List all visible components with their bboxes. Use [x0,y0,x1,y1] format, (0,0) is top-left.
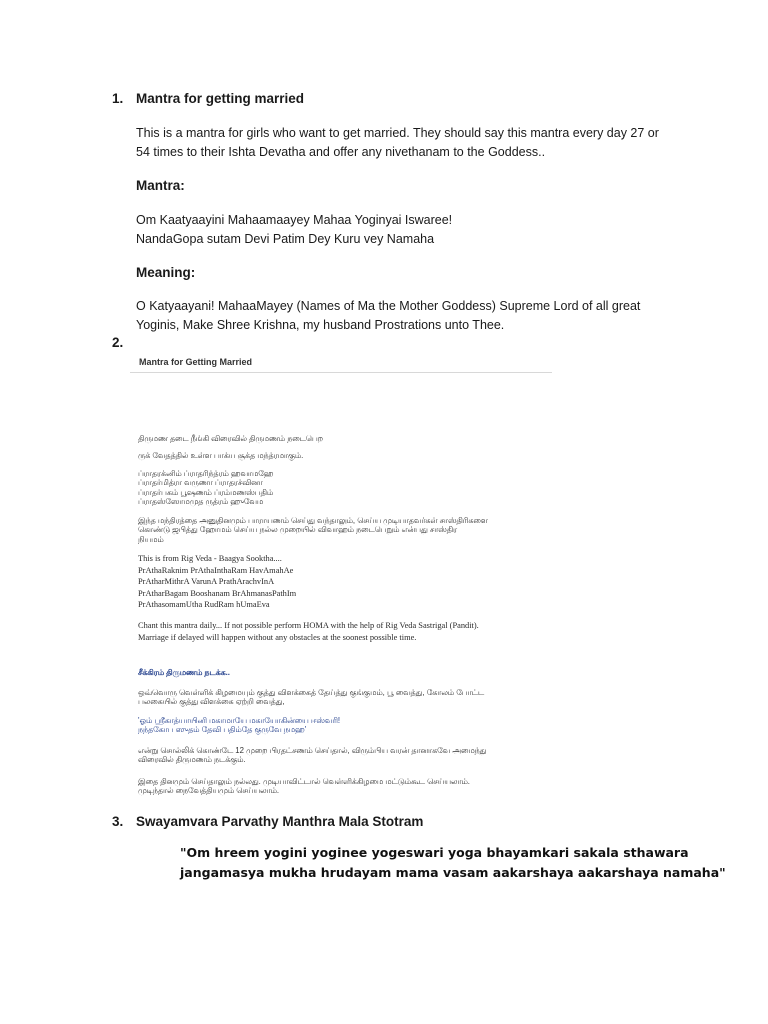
english-line: PrAthasomamUtha RudRam hUmaEva [138,600,270,609]
english-line: PrAthaRaknim PrAthaInthaRam HavAmahAe [138,565,294,575]
tamil-line: ருக் வேதத்தில் உள்ள பாக்ய சூக்த மந்த்ரமாகும். [138,451,304,461]
tamil-line: 'ஓம் ஸ்ரீகாத்யாயினி மகாமாயே மகாயோகின்யை ஈஸ்வரி! [138,716,340,725]
tamil-line: விரைவில் திருமணம் நடக்கும். [138,755,246,765]
tamil-quote [138,716,340,735]
tamil-line: பலகையில் குத்து விளக்கை ஏற்றி வைத்து, [138,697,285,707]
section-3-title: Swayamvara Parvathy Manthra Mala Stotram [136,814,424,829]
tamil-intro [138,434,323,461]
section-2-number: 2. [112,335,124,350]
tamil-line: ப்ராதரக்னிம் ப்ராதரிந்த்ரம் ஹவாமஹே [138,469,274,478]
section-1-intro [136,124,659,162]
scan-title: Mantra for Getting Married [139,357,253,367]
meaning-line: O Katyaayani! MahaaMayey (Names of Ma the Mother Goddess) Supreme Lord of all great [136,299,641,313]
tamil-line: நியமம் [138,534,164,544]
tamil-heading: சீக்கிரம் திருமணம் நடக்க.. [138,668,230,677]
tamil-line: ப்ராதர்மித்ரா வருணா ப்ராதரச்வினா [138,478,263,488]
stotram-text [180,843,726,883]
tamil-note [138,777,470,796]
tamil-line: ப்ராதர்பகம் பூஷணம் ப்ரம்மணஸ்பதிம் [138,487,274,497]
meaning-text [136,297,640,335]
english-line: This is from Rig Veda - Baagya Sooktha.... [138,554,282,563]
mantra-line: Om Kaatyaayini Mahaamaayey Mahaa Yoginyai Iswaree! [136,213,453,227]
meaning-heading: Meaning: [136,265,196,280]
tamil-line: நந்தகோப ஸுதம் தேவி பதிம்தே குருவே நமஹ' [138,725,307,735]
meaning-line: Yoginis, Make Shree Krishna, my husband Prostrations unto Thee. [136,318,505,332]
tamil-procedure [138,688,484,707]
tamil-line: ப்ராதஸ்ஸோமமுத ருத்ரம் ஹுவேம [138,497,264,507]
tamil-line: இந்த மந்திரத்தை அனுதினமும் பாராயணம் செய்து வந்தாலும், செய்ய முடியாதவர்கள் சாஸ்திரிகளை [138,516,488,525]
english-line: PrAtharMithrA VarunA PrathArachvInA [138,577,275,586]
tamil-line: என்று சொல்லிக் கொண்டே 12 முறை பிரதட்சணம் செய்தால், விரும்பிய வரன் தானாகவே அமைந்து [138,746,487,755]
stotram-line: "Om hreem yogini yoginee yogeswari yoga bhayamkari sakala sthawara [180,845,689,860]
english-line: Marriage if delayed will happen without any obstacles at the soonest possible time. [138,632,417,642]
intro-line: This is a mantra for girls who want to get married. They should say this mantra every day 27 or [136,126,659,140]
mantra-line: NandaGopa sutam Devi Patim Dey Kuru vey Namaha [136,232,435,246]
tamil-result [138,746,486,765]
section-3-number: 3. [112,814,124,829]
embedded-scan-image [130,350,555,800]
mantra-text [136,211,452,249]
tamil-instruction [138,516,488,544]
scan-divider [130,372,552,373]
stotram-line: jangamasya mukha hrudayam mama vasam aakarshaya aakarshaya namaha" [180,865,726,880]
english-mantra [138,553,296,611]
tamil-line: ஒவ்வொரு வெள்ளிக் கிழமையும் குத்து விளக்கைத் தேய்த்து குங்குமம், பூ வைத்து, கோலம் போட்ட [138,688,485,697]
intro-line: 54 times to their Ishta Devatha and offer any nivethanam to the Goddess.. [136,145,546,159]
section-1-title: Mantra for getting married [136,91,305,106]
tamil-line: இதை தினமும் செய்தாலும் நல்லது. முடியாவிட்டால் வெள்ளிக்கிழமை மட்டும்கூட செய்யலாம். [138,777,470,786]
tamil-line: முடிந்தால் நைவேத்தியமும் செய்யலாம். [138,786,280,796]
tamil-line: கொண்டு ஜபித்து ஹோமம் செய்ய நல்ல முறையில் விவாஹம் நடைபெறும் என்பது சாஸ்திர [138,525,458,535]
tamil-mantra [138,469,273,507]
mantra-heading: Mantra: [136,178,185,193]
english-line: Chant this mantra daily... If not possible perform HOMA with the help of Rig Veda Sastrigal (Pandit). [138,621,479,630]
tamil-line: திருமண தடை நீங்கி விரைவில் திருமணம் நடைபெற [138,434,323,443]
english-line: PrAtharBagam Booshanam BrAhmanasPathIm [138,588,297,598]
section-1-number: 1. [112,91,124,106]
english-instruction [138,620,479,643]
